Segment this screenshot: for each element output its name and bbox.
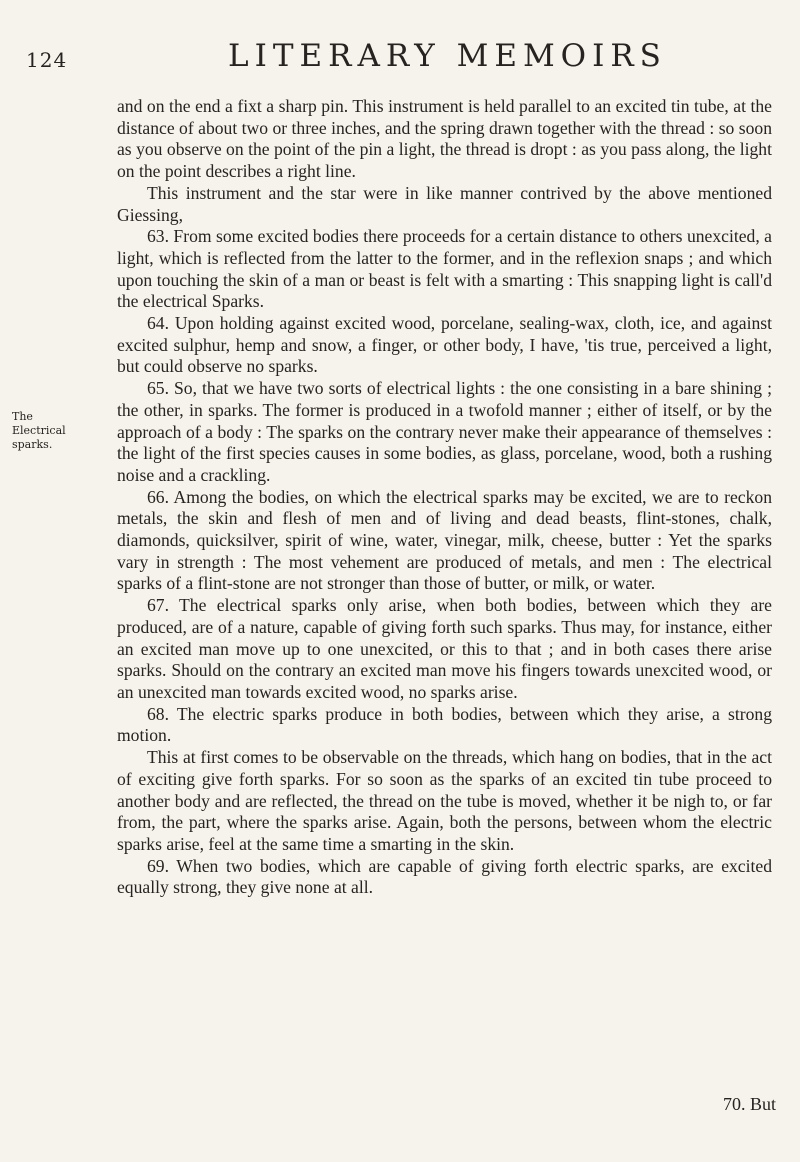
paragraph-p68: 68. The electric sparks produce in both bodies, between which they arise, a strong motion. — [117, 703, 772, 746]
paragraph-p64: 64. Upon holding against excited wood, porcelane, sealing-wax, cloth, ice, and against excited sulphur, hemp and snow, a finger, or other body, I have, 'tis true, perceived a light, but could observe no sparks. — [117, 313, 772, 377]
paragraph-p69: 69. When two bodies, which are capable of giving forth electric sparks, are excited equally strong, they give none at all. — [117, 855, 772, 898]
page-number: 124 — [26, 48, 68, 72]
text-block — [117, 96, 772, 899]
paragraph-p67: 67. The electrical sparks only arise, when both bodies, between which they are produced, are of a nature, capable of giving forth such sparks. Thus may, for instance, either an excited man move up to one unexcited, or this to that ; and in both cases there arise sparks. Should on the contrary an excited man move his fingers towards unexcited wood, or an unexcited man towards excited wood, no sparks arise. — [117, 595, 772, 702]
paragraph-p66: 66. Among the bodies, on which the electrical sparks may be excited, we are to reckon metals, the skin and flesh of men and of living and dead beasts, flint-stones, chalk, diamonds, quicksilver, spirit of wine, water, vinegar, milk, cheese, butter : Yet the sparks vary in strength : The most vehement are produced of metals, and men : The electrical sparks of a flint-stone are not stronger than those of butter, or milk, or water. — [117, 486, 772, 594]
running-head: LITERARY MEMOIRS — [228, 38, 667, 74]
paragraph-p65: 65. So, that we have two sorts of electrical lights : the one consisting in a bare shining ; the other, in sparks. The former is produced in a twofold manner ; either of itself, or by the approach of a body : The sparks on the contrary never make their appearance of themselves : the light of the first species causes in some bodies, as glass, porcelane, wood, both a rushing noise and a crackling. — [117, 378, 772, 485]
catchword: 70. But — [722, 1094, 776, 1114]
paragraph-p1: and on the end a fixt a sharp pin. This instrument is held parallel to an excited tin tube, at the distance of about two or three inches, and the spring drawn together with the thread : so soon as you observe on the point of the pin a light, the thread is dropt : as you pass along, the light on the point describes a right line. — [117, 96, 772, 182]
paragraph-p2: This instrument and the star were in like manner contrived by the above mentioned Giessing, — [117, 182, 772, 225]
margin-note: The Electrical sparks. — [12, 410, 66, 451]
paragraph-p63: 63. From some excited bodies there proceeds for a certain distance to others unexcited, a light, which is reflected from the latter to the former, and in the reflexion snaps ; and which upon touching the skin of a man or beast is felt with a smarting : This snapping light is call'd the electrical Sparks. — [117, 226, 772, 312]
paragraph-p68b: This at first comes to be observable on the threads, which hang on bodies, that in the act of exciting give forth sparks. For so soon as the sparks of an excited tin tube proceed to another body and are reflected, the thread on the tube is moved, whether it be nigh to, or far from, the part, where the sparks arise. Again, both the persons, between whom the electric sparks arise, feel at the same time a smarting in the skin. — [117, 747, 772, 854]
